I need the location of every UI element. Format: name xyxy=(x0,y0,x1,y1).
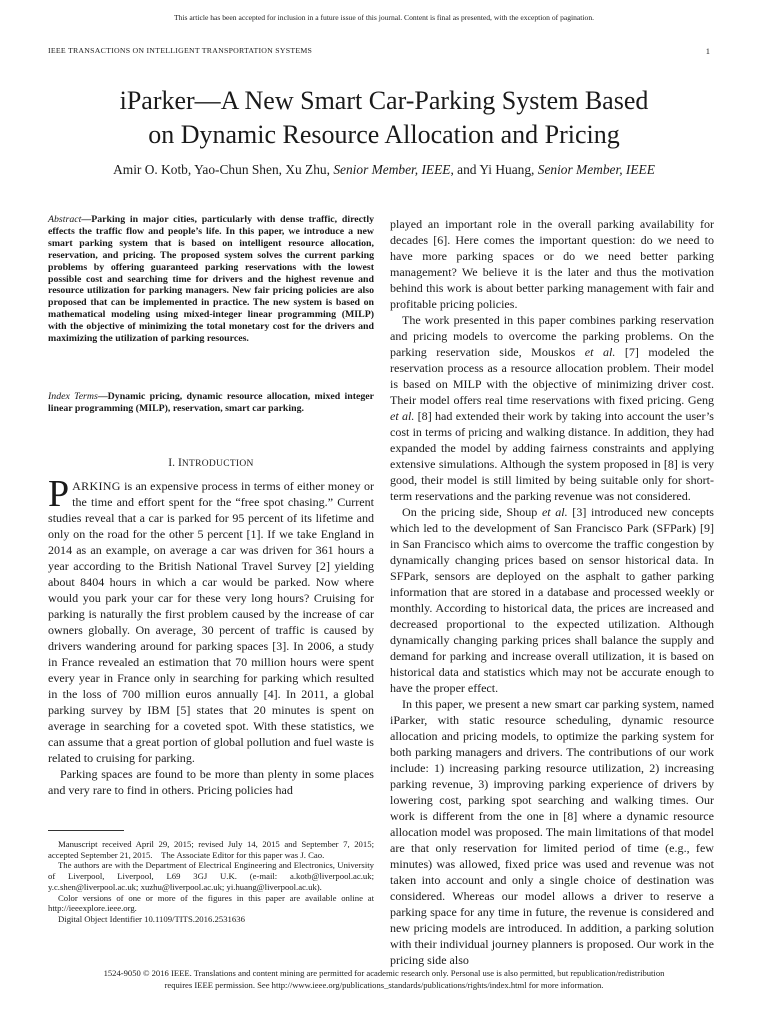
index-terms-lead: Index Terms xyxy=(48,391,98,402)
copyright-footer xyxy=(40,967,728,991)
right-paragraph-1: played an important role in the overall parking availability for decades [6]. Here comes the important question: do we need to have more parking spaces or do we need better parking management? We believe it is the later and thus the motivation behind this work is about better parking management with fair and profitable pricing policies. xyxy=(390,217,714,311)
left-column-body xyxy=(48,473,374,798)
footnote-rule xyxy=(48,830,124,831)
section-heading xyxy=(48,456,374,471)
right-paragraph-2b: [7] modeled the reservation process as a resource allocation problem. Their model is based on MILP with the objective of minimizing driver cost. Their model offers real time reservations with fixed pricing. Geng xyxy=(390,345,714,407)
right-column-body xyxy=(390,216,714,968)
right-paragraph-4: In this paper, we present a new smart car parking system, named iParker, with static resource scheduling, dynamic resource allocation and pricing models, to optimize the parking system for both parking managers and drivers. The contributions of our work include: 1) increasing parking resource utilization, 2) increasing parking revenue, 3) improving parking experience of drivers by lowering cost, parking spot searching and walking times. Our work is different from the one in [8] where a dynamic resource allocation model was proposed. The main limitations of that model are that only reservation for limited period of time (e.g., few minutes) was allowed, fixed price was used and revenue was not taken into account and only a single choice of destination was considered. Whereas our model allows a driver to reserve a parking space for any time in future, the revenue is considered and new pricing models are introduced. In addition, a parking solution with their individual journey planners is proposed. Our work in the pricing side also xyxy=(390,697,714,967)
footnote-manuscript-dates: Manuscript received April 29, 2015; revised July 14, 2015 and September 7, 2015; accepted September 21, 2015. The Associate Editor for this paper was J. Cao. xyxy=(48,839,374,860)
copyright-line-2: requires IEEE permission. See http://www.ieee.org/publications_standards/publications/rights/index.html for more information. xyxy=(164,980,604,990)
et-al-mouskos: et al. xyxy=(584,345,616,359)
footnote-doi: Digital Object Identifier 10.1109/TITS.2016.2531636 xyxy=(58,913,245,924)
index-terms xyxy=(48,391,374,415)
intro-first-word: ARKING xyxy=(72,479,121,493)
right-paragraph-3b: [3] introduced new concepts which led to the development of San Francisco Park (SFPark) [9] in San Francisco which aims to overcome the traffic congestion by dynamically changing prices based on sensor historical data. In SFPark, sensors are deployed on the asphalt to gather parking information that are stored in a database and processed weekly or monthly. According to historical data, the prices are increased and decreased proportional to the expected utilization. Although dynamically changing parking prices shall balance the supply and demand for parking and increase overall utilization, it is based on historical data and statistics which may not be accurate enough to have the proper effect. xyxy=(390,505,714,695)
paper-title-line-2: on Dynamic Resource Allocation and Pricing xyxy=(148,120,620,149)
acceptance-notice: This article has been accepted for inclusion in a future issue of this journal. Content is final as presented, with the exception of pagination. xyxy=(173,13,595,22)
et-al-shoup: et al. xyxy=(541,505,568,519)
section-heading-name: NTRODUCTION xyxy=(181,459,254,469)
right-paragraph-3a: On the pricing side, Shoup xyxy=(402,505,542,519)
author-role-2: Senior Member, IEEE xyxy=(537,162,655,177)
abstract xyxy=(48,214,374,345)
right-paragraph-2a: The work presented in this paper combines parking reservation and pricing models to overcome the parking problems. On the parking reservation side, Mouskos xyxy=(390,313,714,359)
author-role-1: Senior Member, IEEE xyxy=(333,162,451,177)
right-paragraph-3 xyxy=(390,504,714,696)
footnote-color-versions: Color versions of one or more of the figures in this paper are available online at http://ieeexplore.ieee.org. xyxy=(48,892,374,914)
paper-title-line-1: iParker—A New Smart Car-Parking System Based xyxy=(119,86,649,115)
index-terms-text: —Dynamic pricing, dynamic resource allocation, mixed integer linear programming (MILP), reservation, smart car parking. xyxy=(48,391,374,414)
author-names-1: Amir O. Kotb, Yao-Chun Shen, Xu Zhu, xyxy=(113,162,334,177)
footnote-affiliation: The authors are with the Department of Electrical Engineering and Electronics, University of Liverpool, Liverpool, L69 3GJ U.K. (e-mail: a.kotb@liverpool.ac.uk; y.c.shen@liverpool.ac.uk; xuzhu@liverpool.ac.uk; yi.huang@liverpool.ac.uk). xyxy=(48,860,374,892)
page-number: 1 xyxy=(705,46,710,56)
drop-cap: P xyxy=(48,473,70,515)
intro-paragraph-2: Parking spaces are found to be more than plenty in some places and very rare to find in others. Pricing policies had xyxy=(48,767,374,797)
paper-title xyxy=(40,84,728,152)
right-paragraph-2c: [8] had extended their work by taking into account the user’s cost in terms of pricing and walking distance. In addition, they had expanded the model by adding fairness constraints and applying extensive simulations. Although the system proposed in [8] is very good, their model is still limited by being suitable only for short-term reservations and the parking revenue was not considered. xyxy=(390,409,714,503)
footnotes xyxy=(48,839,374,925)
right-paragraph-2 xyxy=(390,312,714,504)
abstract-text: —Parking in major cities, particularly with dense traffic, directly effects the traffic flow and people’s life. In this paper, we introduce a new smart parking system that is based on intelligent resource allocation, reservation, and pricing. The proposed system solves the current parking problems by offering guaranteed parking reservations with the lowest possible cost and searching time for drivers and the highest revenue and resource utilization for parking managers. New fair pricing policies are also proposed that can be implemented in practice. The new system is based on mathematical modeling using mixed-integer linear programming (MILP) with the objective of minimizing the total monetary cost for the drivers and maximizing the utilization of parking resources. xyxy=(48,214,374,345)
abstract-lead: Abstract xyxy=(48,214,82,225)
author-list xyxy=(30,161,738,179)
intro-paragraph-1 xyxy=(48,473,374,766)
et-al-geng: et al. xyxy=(390,409,415,423)
section-heading-number: I. I xyxy=(168,456,182,469)
intro-paragraph-1-text: is an expensive process in terms of either money or the time and effort spent for the “free spot chasing.” Current studies reveal that a car is parked for 95 percent of its lifetime and only on the road for the other 5 percent [1]. If we take England in 2014 as an example, on average a car was driven for 361 hours a year according to the British National Travel Survey [2] yielding about 8404 hours in which a car would be parked. Now where would you park your car for these very long hours? Cruising for parking is naturally the first problem caused by the increase of car owners globally. On average, 30 percent of traffic is caused by drivers wandering around for parking spaces [3]. In 2006, a study in France revealed an estimation that 70 million hours were spent every year in France only in searching for parking which resulted in the loss of 700 million euros annually [4]. In 2011, a global parking survey by IBM [5] states that 20 minutes is spent on average in searching for a coveted spot. With these statistics, we can assume that a great portion of global pollution and fuel waste is related to cruising for parking. xyxy=(48,479,374,765)
author-names-2: , and Yi Huang, xyxy=(450,162,538,177)
copyright-line-1: 1524-9050 © 2016 IEEE. Translations and content mining are permitted for academic research only. Personal use is also permitted, but republication/redistribution xyxy=(103,968,665,978)
journal-name: IEEE TRANSACTIONS ON INTELLIGENT TRANSPORTATION SYSTEMS xyxy=(48,46,313,55)
